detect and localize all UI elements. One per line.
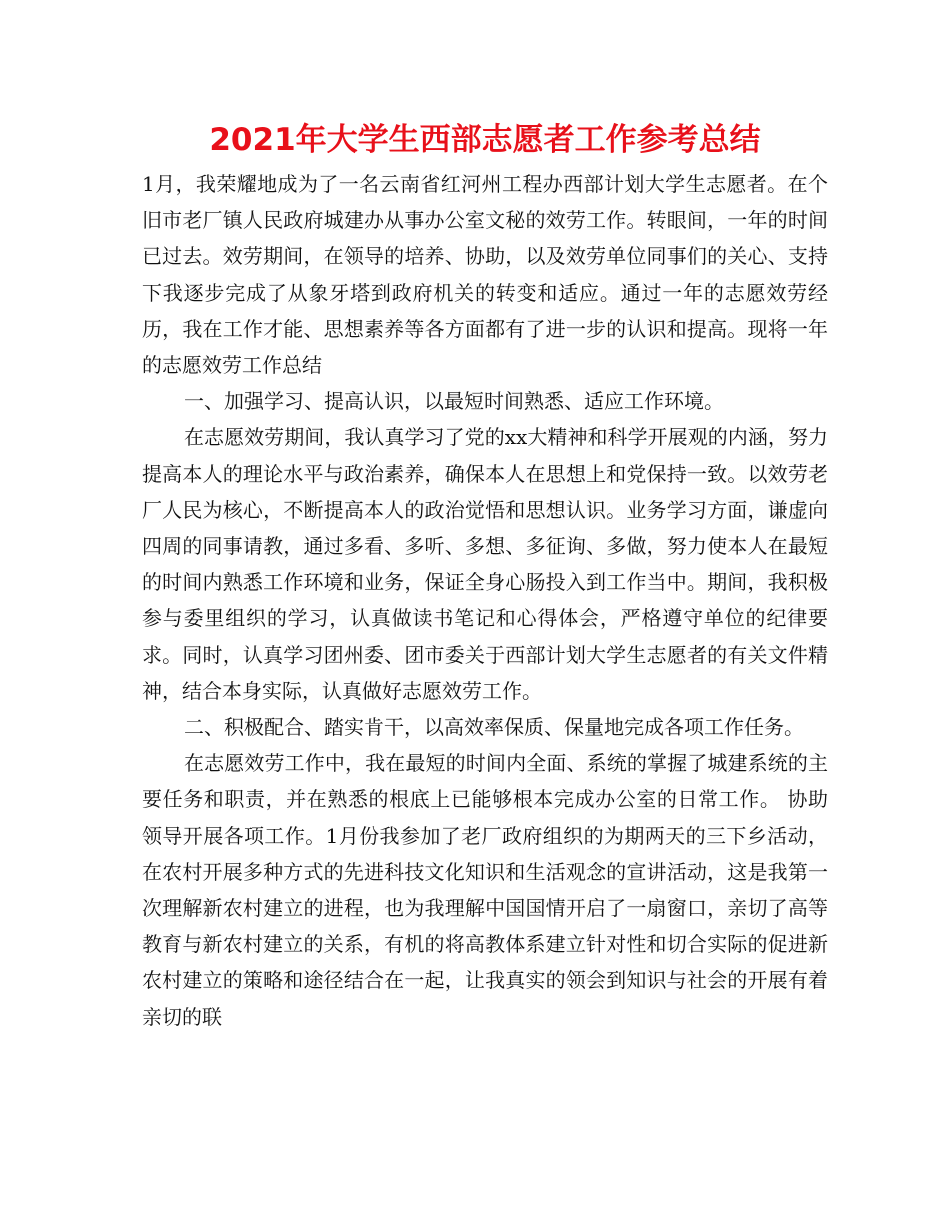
paragraph-section-2: 在志愿效劳工作中，我在最短的时间内全面、系统的掌握了城建系统的主要任务和职责，并在熟悉的根底上已能够根本完成办公室的日常工作。 协助领导开展各项工作。1月份我参加了老厂政府组织的为期两天的三下乡活动，在农村开展多种方式的先进科技文化知识和生活观念的宣讲活动，这是我第一次理解新农村建立的进程，也为我理解中国国情开启了一扇窗口，亲切了高等教育与新农村建立的关系，有机的将高教体系建立针对性和切合实际的促进新农村建立的策略和途径结合在一起，让我真实的领会到知识与社会的开展有着亲切的联 [142, 751, 828, 1029]
section-heading-1: 一、加强学习、提高认识，以最短时间熟悉、适应工作环境。 [184, 389, 724, 414]
paragraph-intro: 1月，我荣耀地成为了一名云南省红河州工程办西部计划大学生志愿者。在个旧市老厂镇人民政府城建办从事办公室文秘的效劳工作。转眼间，一年的时间已过去。效劳期间，在领导的培养、协助，以及效劳单位同事们的关心、支持下我逐步完成了从象牙塔到政府机关的转变和适应。通过一年的志愿效劳经历，我在工作才能、思想素养等各方面都有了进一步的认识和提高。现将一年的志愿效劳工作总结 [142, 172, 828, 378]
section-heading-2: 二、积极配合、踏实肯干，以高效率保质、保量地完成各项工作任务。 [184, 715, 804, 740]
paragraph-section-1: 在志愿效劳期间，我认真学习了党的xx大精神和科学开展观的内涵，努力提高本人的理论水平与政治素养，确保本人在思想上和党保持一致。以效劳老厂人民为核心，不断提高本人的政治觉悟和思想认识。业务学习方面，谦虚向四周的同事请教，通过多看、多听、多想、多征询、多做，努力使本人在最短的时间内熟悉工作环境和业务，保证全身心肠投入到工作当中。期间，我积极参与委里组织的学习，认真做读书笔记和心得体会，严格遵守单位的纪律要求。同时，认真学习团州委、团市委关于西部计划大学生志愿者的有关文件精神，结合本身实际，认真做好志愿效劳工作。 [142, 425, 828, 703]
document-page [142, 120, 828, 1035]
document-title: 2021年大学生西部志愿者工作参考总结 [209, 122, 761, 158]
